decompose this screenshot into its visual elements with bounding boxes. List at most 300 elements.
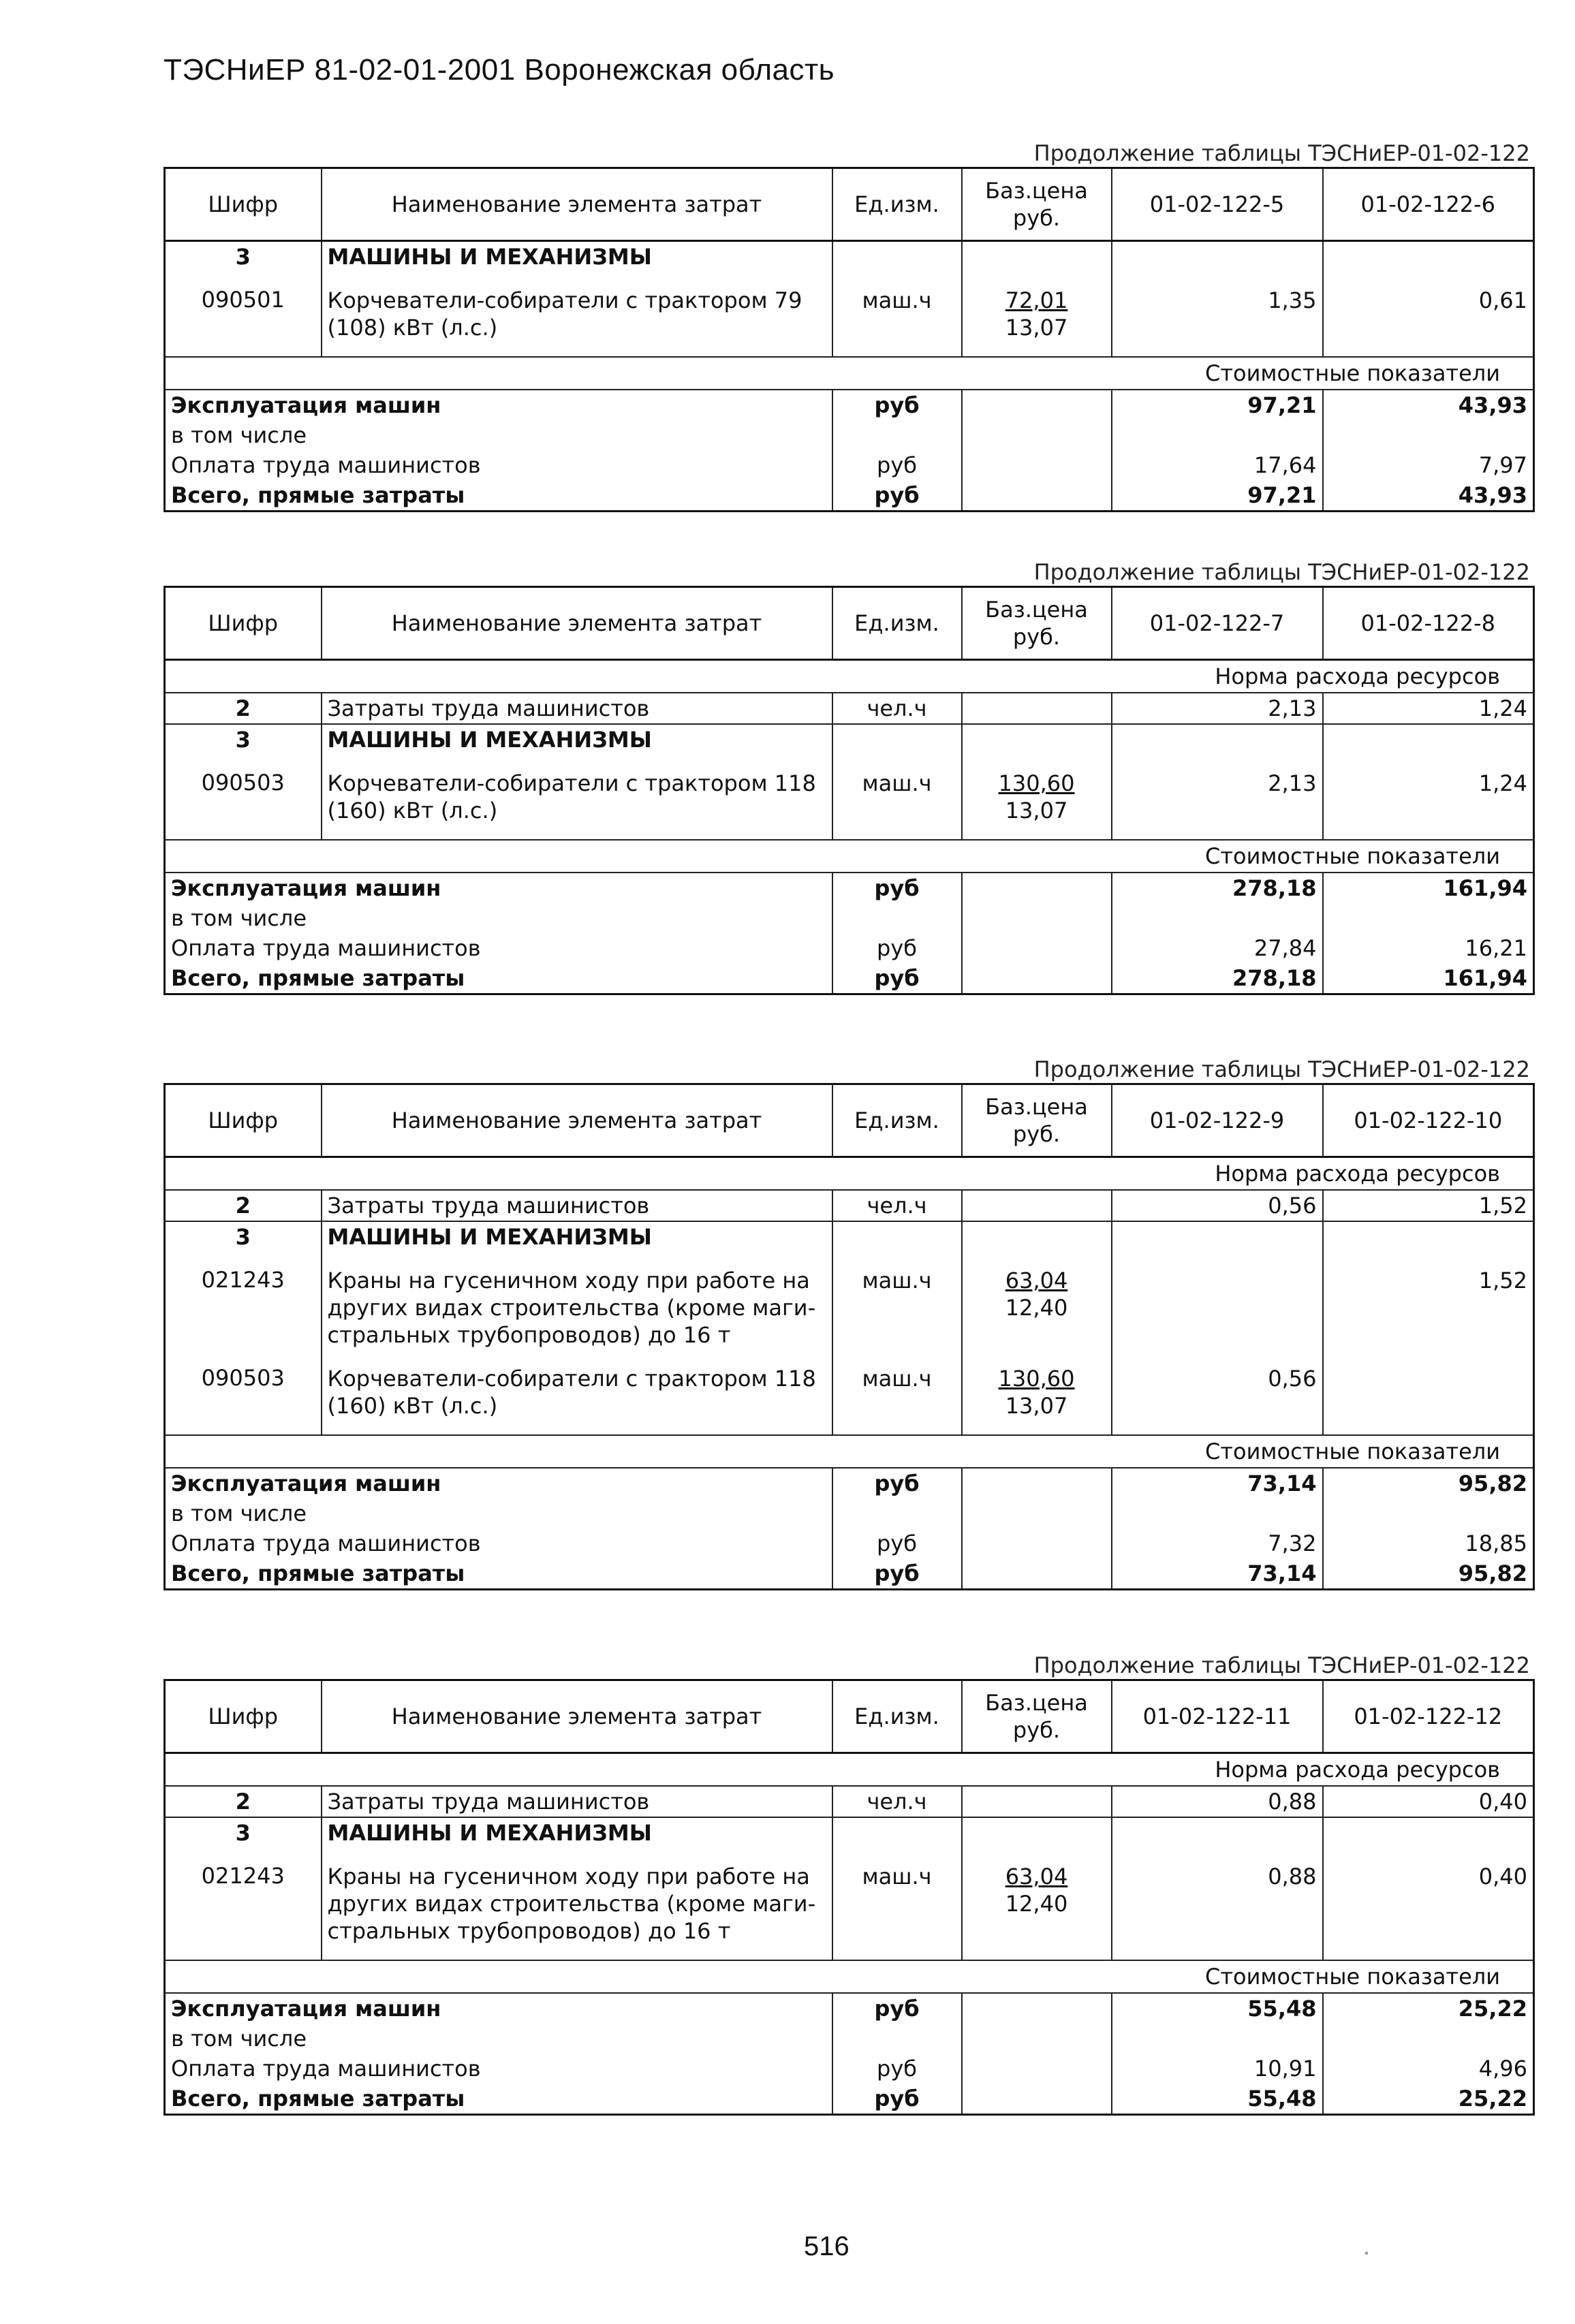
spacer-cell xyxy=(322,272,832,285)
row-unit: руб xyxy=(832,1558,962,1590)
operators-pay-label: Оплата труда машинистов xyxy=(171,2056,481,2082)
exploitation-row xyxy=(165,1993,1534,2024)
row-price xyxy=(962,2054,1112,2084)
row-price xyxy=(962,693,1112,724)
total-value-a: 278,18 xyxy=(1112,963,1323,994)
header-code: Шифр xyxy=(165,1680,322,1753)
machine-value-b xyxy=(1323,1862,1534,1946)
machine-price-labor: 13,07 xyxy=(1005,315,1068,341)
machine-value-b-text: 1,52 xyxy=(1478,1268,1527,1293)
row-price xyxy=(962,241,1112,272)
norm-band-row xyxy=(165,1157,1534,1191)
row-price xyxy=(962,1190,1112,1221)
spacer-row xyxy=(165,755,1534,768)
spacer-row xyxy=(165,1848,1534,1862)
exploitation-value-a: 97,21 xyxy=(1112,390,1323,420)
row-value-b: 1,52 xyxy=(1323,1190,1534,1221)
spacer-cell xyxy=(322,1848,832,1862)
machine-name-line: стральных трубопроводов) до 16 т xyxy=(327,1918,731,1944)
row-value-a xyxy=(1112,420,1323,450)
row-unit xyxy=(832,1817,962,1848)
machine-unit xyxy=(832,1862,962,1946)
spacer-cell xyxy=(165,1946,322,1960)
spacer-cell xyxy=(322,1350,832,1364)
row-unit xyxy=(832,724,962,755)
section-code: 3 xyxy=(165,1817,322,1848)
row-value-a: 0,88 xyxy=(1112,1786,1323,1817)
cost-band-label: Стоимостные показатели xyxy=(165,1960,1534,1993)
section-row xyxy=(165,724,1534,755)
machine-row xyxy=(165,1364,1534,1421)
row-price xyxy=(962,933,1112,963)
spacer-cell xyxy=(832,1350,962,1364)
header-name: Наименование элемента затрат xyxy=(322,1084,832,1157)
section-title: МАШИНЫ И МЕХАНИЗМЫ xyxy=(322,241,832,272)
exploitation-value-a: 55,48 xyxy=(1112,1993,1323,2024)
operators-pay-value-b: 4,96 xyxy=(1323,2054,1534,2084)
total-label: Всего, прямые затраты xyxy=(171,482,465,508)
header-name: Наименование элемента затрат xyxy=(322,168,832,241)
spacer-cell xyxy=(832,1946,962,1960)
section-row xyxy=(165,1817,1534,1848)
header-unit: Ед.изм. xyxy=(832,587,962,660)
spacer-row xyxy=(165,1350,1534,1364)
machine-price-main: 130,60 xyxy=(998,770,1075,796)
machine-price-labor: 13,07 xyxy=(1005,1393,1068,1419)
table-header-row xyxy=(165,168,1534,241)
row-value-b xyxy=(1323,241,1534,272)
table-caption: Продолжение таблицы ТЭСНиЕР-01-02-122 xyxy=(1033,559,1530,585)
header-price-line1: Баз.цена xyxy=(985,1094,1088,1120)
spacer-cell xyxy=(1112,1252,1323,1266)
section-row xyxy=(165,1221,1534,1252)
machine-unit xyxy=(832,1364,962,1421)
header-column-b: 01-02-122-12 xyxy=(1323,1680,1534,1753)
total-value-b: 25,22 xyxy=(1323,2084,1534,2115)
spacer-cell xyxy=(962,1421,1112,1435)
header-code: Шифр xyxy=(165,587,322,660)
machine-value-a xyxy=(1112,1364,1323,1421)
total-label: Всего, прямые затраты xyxy=(171,965,465,991)
header-price-line2: руб. xyxy=(1012,1717,1061,1743)
document-title: ТЭСНиЕР 81-02-01-2001 Воронежская область xyxy=(163,53,835,87)
total-value-a: 97,21 xyxy=(1112,480,1323,512)
machine-name xyxy=(322,1364,832,1421)
resource-table-block xyxy=(163,559,1533,995)
header-price-line1: Баз.цена xyxy=(985,178,1088,204)
row-unit: руб xyxy=(832,873,962,903)
total-value-b: 161,94 xyxy=(1323,963,1534,994)
machine-value-b-text: 1,24 xyxy=(1478,770,1527,796)
row-unit: руб xyxy=(832,450,962,480)
resource-table xyxy=(163,167,1535,512)
spacer-cell xyxy=(832,755,962,768)
row-unit: чел.ч xyxy=(832,1786,962,1817)
row-code: 2 xyxy=(235,1193,251,1219)
cost-band-label: Стоимостные показатели xyxy=(165,840,1534,873)
row-name: Затраты труда машинистов xyxy=(322,1190,832,1221)
header-unit: Ед.изм. xyxy=(832,168,962,241)
machine-value-b xyxy=(1323,285,1534,343)
row-value-b xyxy=(1323,1221,1534,1252)
spacer-cell xyxy=(962,826,1112,840)
spacer-cell xyxy=(165,1421,322,1435)
section-title: МАШИНЫ И МЕХАНИЗМЫ xyxy=(322,724,832,755)
spacer-cell xyxy=(1323,1421,1534,1435)
total-row xyxy=(165,480,1534,512)
row-price xyxy=(962,724,1112,755)
spacer-cell xyxy=(1112,1421,1323,1435)
row-unit xyxy=(832,420,962,450)
cost-band-label: Стоимостные показатели xyxy=(165,357,1534,390)
machine-unit-text: маш.ч xyxy=(862,287,932,313)
operators-pay-label: Оплата труда машинистов xyxy=(171,1530,481,1556)
row-unit: руб xyxy=(832,1528,962,1558)
operators-pay-row xyxy=(165,1528,1534,1558)
operators-pay-value-b: 7,97 xyxy=(1323,450,1534,480)
row-value-a xyxy=(1112,1817,1323,1848)
operators-pay-value-a: 7,32 xyxy=(1112,1528,1323,1558)
row-price xyxy=(962,1528,1112,1558)
machine-row xyxy=(165,768,1534,826)
machine-value-a-text: 0,88 xyxy=(1268,1864,1317,1889)
spacer-cell xyxy=(832,343,962,357)
machine-name-line: Корчеватели-собиратели с трактором 79 xyxy=(327,287,802,313)
table-header-row xyxy=(165,1680,1534,1753)
row-value-b xyxy=(1323,1817,1534,1848)
resource-table xyxy=(163,1679,1535,2116)
spacer-cell xyxy=(165,272,322,285)
spacer-cell xyxy=(322,826,832,840)
row-unit: руб xyxy=(832,963,962,994)
machine-code: 090501 xyxy=(201,287,285,313)
row-price xyxy=(962,1221,1112,1252)
spacer-cell xyxy=(1112,1946,1323,1960)
table-header-row xyxy=(165,1084,1534,1157)
row-unit: руб xyxy=(832,2084,962,2115)
spacer-cell xyxy=(962,1350,1112,1364)
table-caption: Продолжение таблицы ТЭСНиЕР-01-02-122 xyxy=(1033,1652,1530,1678)
machine-code: 021243 xyxy=(201,1863,285,1889)
machine-value-a xyxy=(1112,768,1323,826)
spacer-cell xyxy=(1323,755,1534,768)
spacer-cell xyxy=(1323,1848,1534,1862)
exploitation-value-b: 43,93 xyxy=(1323,390,1534,420)
cost-band-row xyxy=(165,357,1534,390)
spacer-cell xyxy=(165,343,322,357)
including-label: в том числе xyxy=(171,905,307,931)
spacer-cell xyxy=(165,755,322,768)
table-row xyxy=(165,693,1534,724)
exploitation-value-a: 73,14 xyxy=(1112,1468,1323,1498)
row-price xyxy=(962,480,1112,512)
operators-pay-row xyxy=(165,450,1534,480)
spacer-cell xyxy=(1112,272,1323,285)
cost-band-label: Стоимостные показатели xyxy=(165,1435,1534,1468)
machine-value-b xyxy=(1323,768,1534,826)
exploitation-row xyxy=(165,1468,1534,1498)
row-value-b xyxy=(1323,724,1534,755)
machine-unit xyxy=(832,768,962,826)
machine-name-line: (160) кВт (л.с.) xyxy=(327,1393,498,1419)
scan-dot xyxy=(1365,2252,1368,2255)
machine-name xyxy=(322,1862,832,1946)
row-unit xyxy=(832,1221,962,1252)
row-unit: руб xyxy=(832,2054,962,2084)
spacer-cell xyxy=(1112,826,1323,840)
row-value-b xyxy=(1323,2024,1534,2054)
table-row xyxy=(165,1786,1534,1817)
spacer-row xyxy=(165,272,1534,285)
row-unit: чел.ч xyxy=(832,1190,962,1221)
exploitation-label: Эксплуатация машин xyxy=(171,875,441,901)
machine-name xyxy=(322,1266,832,1350)
header-code: Шифр xyxy=(165,1084,322,1157)
row-value-b: 0,40 xyxy=(1323,1786,1534,1817)
machine-name-line: других видах строительства (кроме маги- xyxy=(327,1295,816,1321)
row-value-a: 0,56 xyxy=(1112,1190,1323,1221)
machine-price xyxy=(962,1364,1112,1421)
machine-code: 090503 xyxy=(201,1365,285,1391)
spacer-cell xyxy=(1112,1848,1323,1862)
machine-value-a xyxy=(1112,1266,1323,1350)
header-column-b: 01-02-122-10 xyxy=(1323,1084,1534,1157)
row-unit: руб xyxy=(832,1468,962,1498)
operators-pay-value-b: 18,85 xyxy=(1323,1528,1534,1558)
section-code: 3 xyxy=(165,724,322,755)
machine-name xyxy=(322,768,832,826)
machine-unit xyxy=(832,285,962,343)
row-code: 2 xyxy=(235,1789,251,1815)
header-name: Наименование элемента затрат xyxy=(322,1680,832,1753)
exploitation-value-b: 95,82 xyxy=(1323,1468,1534,1498)
machine-unit-text: маш.ч xyxy=(862,1864,932,1889)
machine-price xyxy=(962,768,1112,826)
section-title: МАШИНЫ И МЕХАНИЗМЫ xyxy=(322,1817,832,1848)
operators-pay-label: Оплата труда машинистов xyxy=(171,452,481,478)
spacer-cell xyxy=(832,1252,962,1266)
machine-name-line: других видах строительства (кроме маги- xyxy=(327,1891,816,1917)
spacer-cell xyxy=(962,1848,1112,1862)
machine-unit xyxy=(832,1266,962,1350)
row-name: Затраты труда машинистов xyxy=(322,693,832,724)
section-code: 3 xyxy=(165,1221,322,1252)
header-price xyxy=(962,168,1112,241)
machine-price-main: 130,60 xyxy=(998,1366,1075,1392)
norm-band-row xyxy=(165,660,1534,693)
machine-price-labor: 13,07 xyxy=(1005,798,1068,823)
including-label: в том числе xyxy=(171,2026,307,2052)
cost-band-row xyxy=(165,1435,1534,1468)
header-code: Шифр xyxy=(165,168,322,241)
machine-name-line: Краны на гусеничном ходу при работе на xyxy=(327,1864,810,1889)
machine-value-a xyxy=(1112,1862,1323,1946)
machine-price xyxy=(962,1266,1112,1350)
header-column-b: 01-02-122-8 xyxy=(1323,587,1534,660)
exploitation-value-b: 25,22 xyxy=(1323,1993,1534,2024)
including-row xyxy=(165,903,1534,933)
header-price xyxy=(962,1084,1112,1157)
spacer-cell xyxy=(832,1848,962,1862)
row-price xyxy=(962,2084,1112,2115)
row-value-a xyxy=(1112,2024,1323,2054)
machine-name xyxy=(322,285,832,343)
row-price xyxy=(962,873,1112,903)
row-unit xyxy=(832,903,962,933)
operators-pay-value-a: 10,91 xyxy=(1112,2054,1323,2084)
row-unit: руб xyxy=(832,390,962,420)
machine-name-line: Корчеватели-собиратели с трактором 118 xyxy=(327,1366,816,1392)
row-price xyxy=(962,2024,1112,2054)
spacer-cell xyxy=(832,272,962,285)
spacer-cell xyxy=(165,1848,322,1862)
machine-value-a-text: 1,35 xyxy=(1268,287,1317,313)
resource-table-block xyxy=(163,140,1533,512)
header-price xyxy=(962,1680,1112,1753)
row-unit: руб xyxy=(832,933,962,963)
norm-band-label: Норма расхода ресурсов xyxy=(165,1753,1534,1787)
row-value-b xyxy=(1323,903,1534,933)
machine-value-b-text: 0,61 xyxy=(1478,287,1527,313)
spacer-cell xyxy=(165,1350,322,1364)
machine-row xyxy=(165,285,1534,343)
row-unit xyxy=(832,2024,962,2054)
row-price xyxy=(962,450,1112,480)
row-price xyxy=(962,903,1112,933)
row-value-a xyxy=(1112,724,1323,755)
total-row xyxy=(165,2084,1534,2115)
row-unit xyxy=(832,241,962,272)
exploitation-label: Эксплуатация машин xyxy=(171,1996,441,2022)
row-price xyxy=(962,1817,1112,1848)
machine-price xyxy=(962,285,1112,343)
spacer-cell xyxy=(832,826,962,840)
machine-name-line: (160) кВт (л.с.) xyxy=(327,798,498,823)
machine-price-labor: 12,40 xyxy=(1005,1891,1068,1917)
machine-row xyxy=(165,1266,1534,1350)
exploitation-value-a: 278,18 xyxy=(1112,873,1323,903)
spacer-row xyxy=(165,1252,1534,1266)
machine-value-b xyxy=(1323,1266,1534,1350)
header-column-a: 01-02-122-5 xyxy=(1112,168,1323,241)
exploitation-value-b: 161,94 xyxy=(1323,873,1534,903)
spacer-cell xyxy=(1323,343,1534,357)
spacer-cell xyxy=(1112,343,1323,357)
row-price xyxy=(962,963,1112,994)
row-value-b xyxy=(1323,1498,1534,1528)
machine-price-main: 63,04 xyxy=(1005,1864,1068,1889)
spacer-row xyxy=(165,343,1534,357)
machine-price xyxy=(962,1862,1112,1946)
machine-name-line: (108) кВт (л.с.) xyxy=(327,315,498,341)
page-number: 516 xyxy=(804,2231,849,2261)
header-price-line2: руб. xyxy=(1012,624,1061,650)
including-row xyxy=(165,2024,1534,2054)
spacer-cell xyxy=(1323,1946,1534,1960)
row-value-b: 1,24 xyxy=(1323,693,1534,724)
including-row xyxy=(165,420,1534,450)
machine-code: 021243 xyxy=(201,1267,285,1293)
machine-price-main: 72,01 xyxy=(1005,287,1068,313)
spacer-cell xyxy=(832,1421,962,1435)
table-row xyxy=(165,1190,1534,1221)
total-row xyxy=(165,963,1534,994)
exploitation-label: Эксплуатация машин xyxy=(171,392,441,418)
header-name: Наименование элемента затрат xyxy=(322,587,832,660)
spacer-row xyxy=(165,1421,1534,1435)
table-header-row xyxy=(165,587,1534,660)
spacer-row xyxy=(165,1946,1534,1960)
machine-code: 090503 xyxy=(201,770,285,796)
machine-name-line: Краны на гусеничном ходу при работе на xyxy=(327,1268,810,1293)
machine-value-b xyxy=(1323,1364,1534,1421)
row-unit xyxy=(832,1498,962,1528)
total-value-b: 43,93 xyxy=(1323,480,1534,512)
row-value-a xyxy=(1112,1221,1323,1252)
machine-price-labor: 12,40 xyxy=(1005,1295,1068,1321)
spacer-cell xyxy=(165,826,322,840)
resource-table xyxy=(163,1083,1535,1590)
machine-value-a xyxy=(1112,285,1323,343)
machine-unit-text: маш.ч xyxy=(862,770,932,796)
norm-band-row xyxy=(165,1753,1534,1787)
resource-table xyxy=(163,586,1535,995)
exploitation-label: Эксплуатация машин xyxy=(171,1471,441,1496)
row-value-a: 2,13 xyxy=(1112,693,1323,724)
row-price xyxy=(962,390,1112,420)
cost-band-row xyxy=(165,1960,1534,1993)
machine-name-line: Корчеватели-собиратели с трактором 118 xyxy=(327,770,816,796)
operators-pay-value-a: 17,64 xyxy=(1112,450,1323,480)
spacer-row xyxy=(165,826,1534,840)
spacer-cell xyxy=(962,1946,1112,1960)
table-caption: Продолжение таблицы ТЭСНиЕР-01-02-122 xyxy=(1033,1056,1530,1082)
operators-pay-row xyxy=(165,2054,1534,2084)
spacer-cell xyxy=(322,343,832,357)
header-price-line1: Баз.цена xyxy=(985,1690,1088,1716)
row-code: 2 xyxy=(235,695,251,721)
norm-band-label: Норма расхода ресурсов xyxy=(165,1157,1534,1191)
header-column-b: 01-02-122-6 xyxy=(1323,168,1534,241)
spacer-cell xyxy=(962,755,1112,768)
spacer-cell xyxy=(962,343,1112,357)
spacer-cell xyxy=(322,1946,832,1960)
row-price xyxy=(962,1498,1112,1528)
spacer-cell xyxy=(165,1252,322,1266)
machine-name-line: стральных трубопроводов) до 16 т xyxy=(327,1322,731,1348)
total-value-b: 95,82 xyxy=(1323,1558,1534,1590)
machine-price-main: 63,04 xyxy=(1005,1268,1068,1293)
operators-pay-value-b: 16,21 xyxy=(1323,933,1534,963)
machine-unit-text: маш.ч xyxy=(862,1366,932,1392)
spacer-cell xyxy=(322,1421,832,1435)
row-price xyxy=(962,1558,1112,1590)
spacer-cell xyxy=(1112,1350,1323,1364)
spacer-cell xyxy=(962,272,1112,285)
norm-band-label: Норма расхода ресурсов xyxy=(165,660,1534,693)
total-label: Всего, прямые затраты xyxy=(171,1560,465,1586)
spacer-cell xyxy=(1323,272,1534,285)
spacer-cell xyxy=(1323,1350,1534,1364)
row-value-a xyxy=(1112,903,1323,933)
total-row xyxy=(165,1558,1534,1590)
row-price xyxy=(962,1786,1112,1817)
including-label: в том числе xyxy=(171,1501,307,1526)
spacer-cell xyxy=(1323,1252,1534,1266)
row-price xyxy=(962,420,1112,450)
total-label: Всего, прямые затраты xyxy=(171,2086,465,2111)
row-unit: руб xyxy=(832,1993,962,2024)
